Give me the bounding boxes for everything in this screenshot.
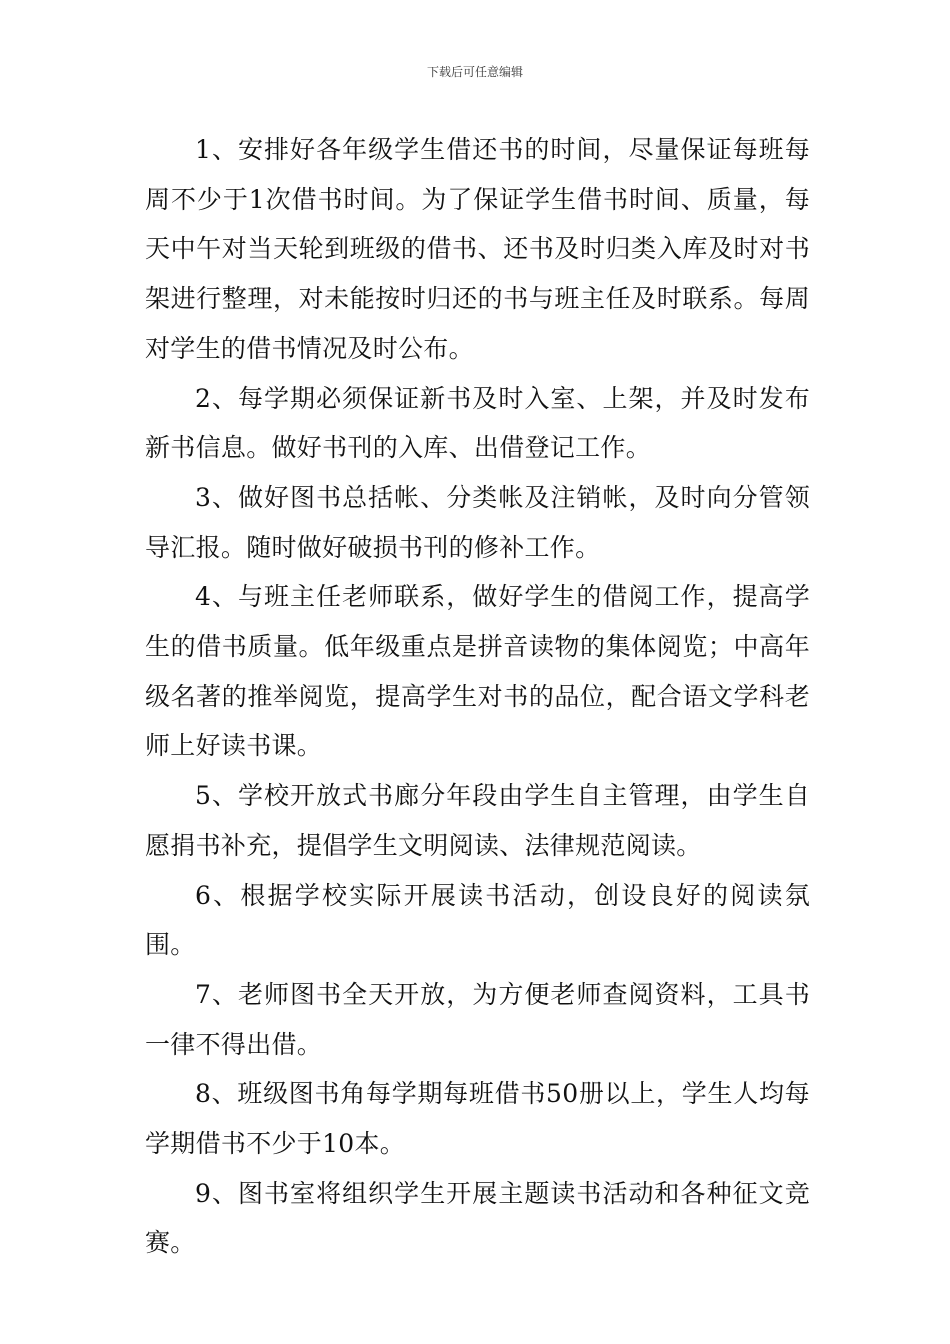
- paragraph-8: 8、班级图书角每学期每班借书50册以上，学生人均每学期借书不少于10本。: [145, 1079, 810, 1159]
- page-header: 下载后可任意编辑: [426, 65, 523, 79]
- paragraph-9: 9、图书室将组织学生开展主题读书活动和各种征文竞赛。: [145, 1178, 810, 1258]
- document-body: [145, 125, 810, 1268]
- paragraph-1: 1、安排好各年级学生借还书的时间，尽量保证每班每周不少于1次借书时间。为了保证学生借书时间、质量，每天中午对当天轮到班级的借书、还书及时归类入库及时对书架进行整理，对未能按时归还的书与班主任及时联系。每周对学生的借书情况及时公布。: [145, 135, 810, 363]
- paragraph-5: 5、学校开放式书廊分年段由学生自主管理，由学生自愿捐书补充，提倡学生文明阅读、法律规范阅读。: [145, 781, 810, 860]
- paragraph-4: 4、与班主任老师联系，做好学生的借阅工作，提高学生的借书质量。低年级重点是拼音读物的集体阅览；中高年级名著的推举阅览，提高学生对书的品位，配合语文学科老师上好读书课。: [145, 582, 810, 761]
- paragraph-2: 2、每学期必须保证新书及时入室、上架，并及时发布新书信息。做好书刊的入库、出借登记工作。: [145, 383, 810, 463]
- paragraph-6: 6、根据学校实际开展读书活动，创设良好的阅读氛围。: [145, 880, 810, 960]
- paragraph-7: 7、老师图书全天开放，为方便老师查阅资料，工具书一律不得出借。: [145, 979, 810, 1059]
- paragraph-3: 3、做好图书总括帐、分类帐及注销帐，及时向分管领导汇报。随时做好破损书刊的修补工作。: [145, 482, 810, 562]
